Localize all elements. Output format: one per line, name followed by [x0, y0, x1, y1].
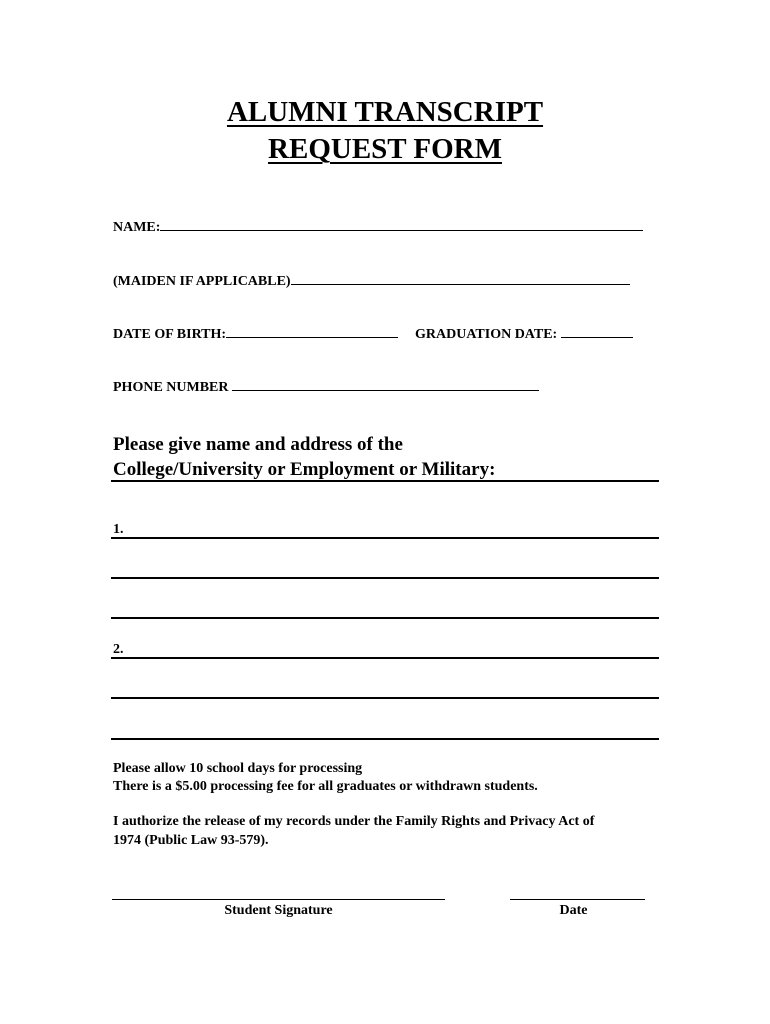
maiden-name-field: [113, 275, 630, 289]
maiden-name-label: (MAIDEN IF APPLICABLE): [113, 274, 291, 289]
date-of-birth-label: DATE OF BIRTH:: [113, 327, 227, 342]
phone-number-field: [113, 381, 539, 395]
date-signature-line[interactable]: [510, 899, 645, 900]
entry-1-line-1[interactable]: [111, 537, 659, 539]
entry-2-line-3[interactable]: [111, 738, 659, 740]
address-prompt-line-2: College/University or Employment or Military:: [113, 459, 496, 480]
name-label: NAME:: [113, 220, 161, 235]
maiden-name-blank-line[interactable]: [291, 283, 630, 285]
graduation-date-field: [415, 328, 633, 342]
date-of-birth-field: [113, 328, 398, 342]
entry-1-label: 1.: [113, 522, 124, 537]
authorization-text-line-2: 1974 (Public Law 93-579).: [113, 833, 269, 848]
entry-2-label: 2.: [113, 642, 124, 657]
date-of-birth-blank-line[interactable]: [226, 336, 398, 338]
graduation-date-blank-line[interactable]: [561, 336, 633, 338]
student-signature-label: Student Signature: [224, 903, 333, 918]
name-blank-line[interactable]: [160, 229, 643, 231]
name-field: [113, 221, 643, 235]
form-title-line-2: REQUEST FORM: [268, 133, 502, 165]
phone-number-blank-line[interactable]: [232, 389, 539, 391]
entry-2-line-2[interactable]: [111, 697, 659, 699]
entry-2-line-1[interactable]: [111, 657, 659, 659]
phone-number-label: PHONE NUMBER: [113, 380, 229, 395]
authorization-text-line-1: I authorize the release of my records under the Family Rights and Privacy Act of: [113, 814, 595, 829]
address-prompt-rule: [111, 480, 659, 482]
processing-time-note: Please allow 10 school days for processing: [113, 761, 363, 776]
graduation-date-label: GRADUATION DATE:: [415, 327, 558, 342]
entry-1-line-2[interactable]: [111, 577, 659, 579]
date-signature-label: Date: [559, 903, 588, 918]
student-signature-line[interactable]: [112, 899, 445, 900]
address-prompt-line-1: Please give name and address of the: [113, 434, 403, 455]
processing-fee-note: There is a $5.00 processing fee for all graduates or withdrawn students.: [113, 779, 538, 794]
form-title-line-1: ALUMNI TRANSCRIPT: [226, 96, 544, 128]
entry-1-line-3[interactable]: [111, 617, 659, 619]
